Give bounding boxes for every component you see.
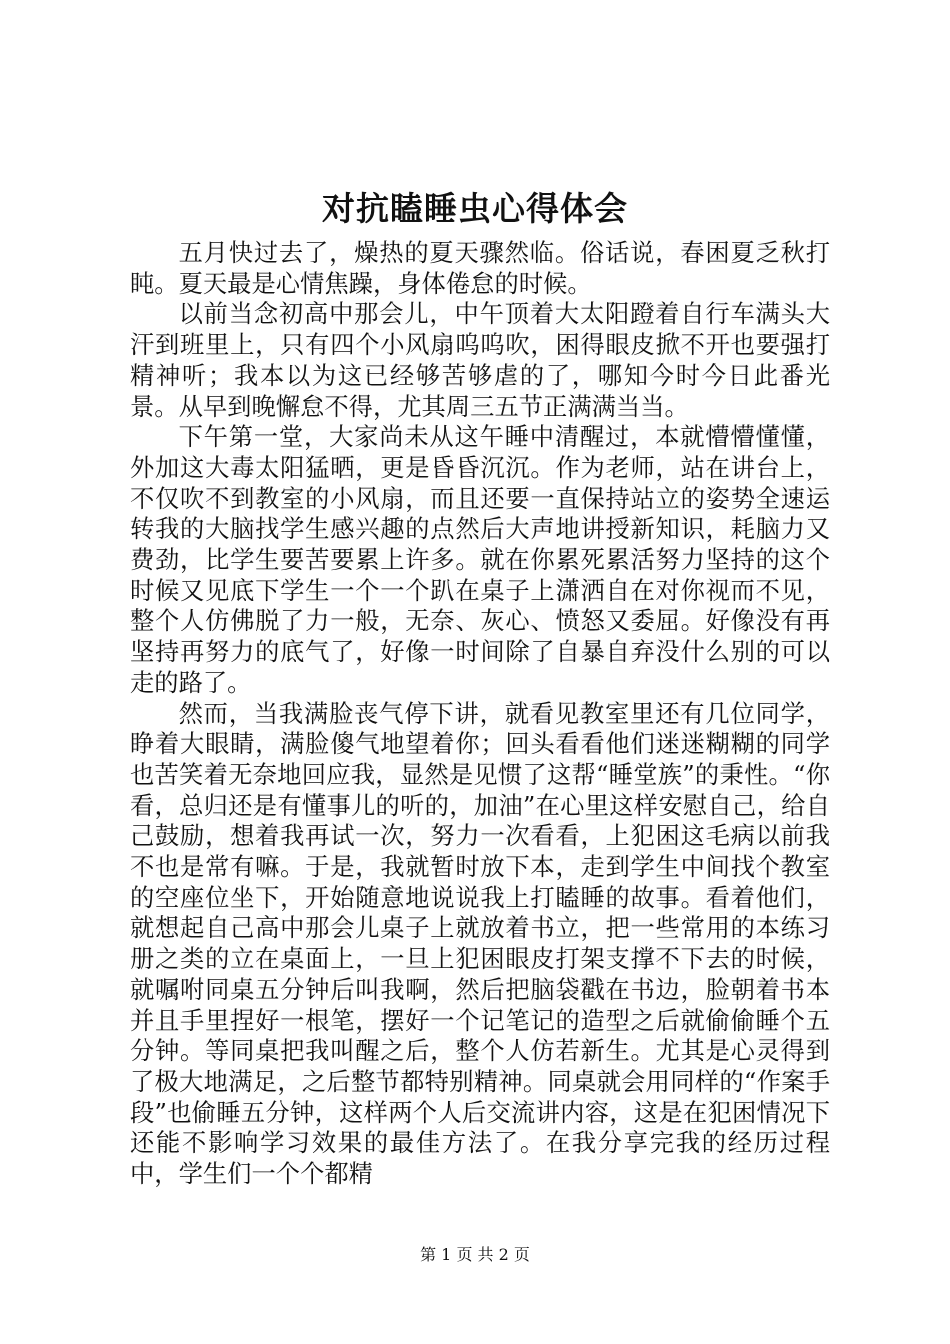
paragraph-4: 然而，当我满脸丧气停下讲，就看见教室里还有几位同学，睁着大眼睛，满脸傻气地望着你；回头看看他们迷迷糊糊的同学也苦笑着无奈地回应我，显然是见惯了这帮“睡堂族”的秉性。“你看，总归还是有懂事儿的听的，加油”在心里这样安慰自己，给自己鼓励，想着我再试一次，努力一次看看，上犯困这毛病以前我不也是常有嘛。于是，我就暂时放下本，走到学生中间找个教室的空座位坐下，开始随意地说说我上打瞌睡的故事。看着他们，就想起自己高中那会儿桌子上就放着书立，把一些常用的本练习册之类的立在桌面上，一旦上犯困眼皮打架支撑不下去的时候，就嘱咐同桌五分钟后叫我啊，然后把脑袋戳在书边，脸朝着书本并且手里捏好一根笔，摆好一个记笔记的造型之后就偷偷睡个五分钟。等同桌把我叫醒之后，整个人仿若新生。尤其是心灵得到了极大地满足，之后整节都特别精神。同桌就会用同样的“作案手段”也偷睡五分钟，这样两个人后交流讲内容，这是在犯困情况下还能不影响学习效果的最佳方法了。在我分享完我的经历过程中，学生们一个个都精 [130,698,830,1189]
paragraph-1: 五月快过去了，燥热的夏天骤然临。俗话说，春困夏乏秋打盹。夏天最是心情焦躁，身体倦怠的时候。 [130,238,830,298]
document-body [130,238,830,1190]
document-title: 对抗瞌睡虫心得体会 [322,189,628,228]
page-footer: 第 1 页 共 2 页 [420,1245,530,1264]
paragraph-2: 以前当念初高中那会儿，中午顶着大太阳蹬着自行车满头大汗到班里上，只有四个小风扇呜呜吹，困得眼皮掀不开也要强打精神听；我本以为这已经够苦够虐的了，哪知今时今日此番光景。从早到晚懈怠不得，尤其周三五节正满满当当。 [130,299,830,421]
paragraph-3: 下午第一堂，大家尚未从这午睡中清醒过，本就懵懵懂懂，外加这大毒太阳猛晒，更是昏昏沉沉。作为老师，站在讲台上，不仅吹不到教室的小风扇，而且还要一直保持站立的姿势全速运转我的大脑找学生感兴趣的点然后大声地讲授新知识，耗脑力又费劲，比学生要苦要累上许多。就在你累死累活努力坚持的这个时候又见底下学生一个一个趴在桌子上潇洒自在对你视而不见，整个人仿佛脱了力一般，无奈、灰心、愤怒又委屈。好像没有再坚持再努力的底气了，好像一时间除了自暴自弃没什么别的可以走的路了。 [130,422,830,697]
